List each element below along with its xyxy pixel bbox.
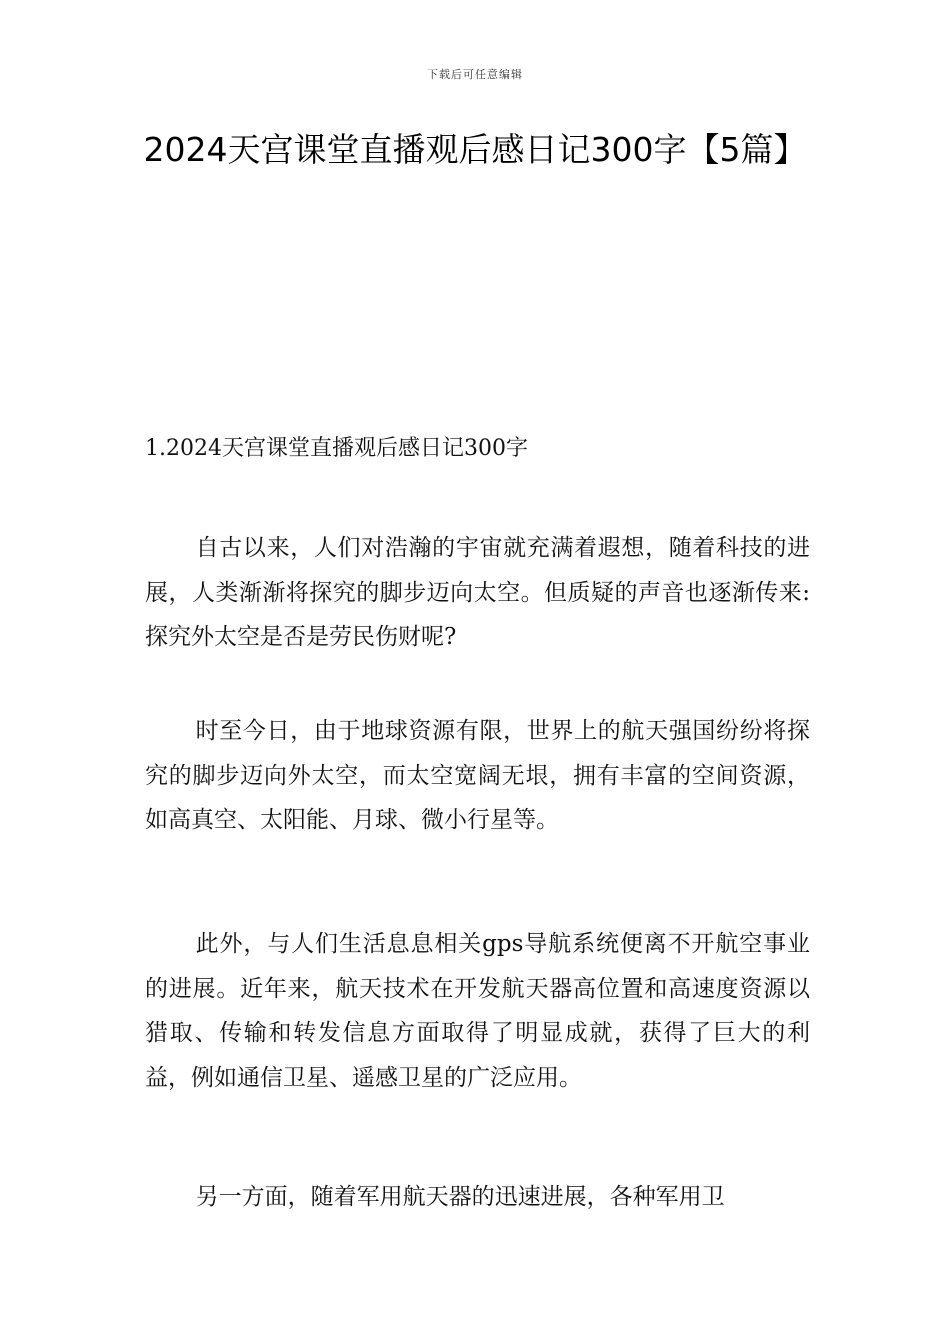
header-note: 下载后可任意编辑 [427,68,523,81]
page-title: 2024天宫课堂直播观后感日记300字【5篇】 [143,130,807,169]
paragraph-4: 另一方面，随着军用航天器的迅速进展，各种军用卫 [195,1184,725,1210]
section-heading: 1.2024天宫课堂直播观后感日记300字 [145,436,528,461]
paragraph-1: 自古以来，人们对浩瀚的宇宙就充满着遐想，随着科技的进展，人类渐渐将探究的脚步迈向太空。但质疑的声音也逐渐传来:探究外太空是否是劳民伤财呢? [145,535,810,650]
paragraph-3: 此外，与人们生活息息相关gps导航系统便离不开航空事业的进展。近年来，航天技术在开发航天器高位置和高速度资源以猎取、传输和转发信息方面取得了明显成就，获得了巨大的利益，例如通信卫星、遥感卫星的广泛应用。 [145,931,810,1091]
paragraph-2: 时至今日，由于地球资源有限，世界上的航天强国纷纷将探究的脚步迈向外太空，而太空宽阔无垠，拥有丰富的空间资源，如高真空、太阳能、月球、微小行星等。 [145,718,810,833]
